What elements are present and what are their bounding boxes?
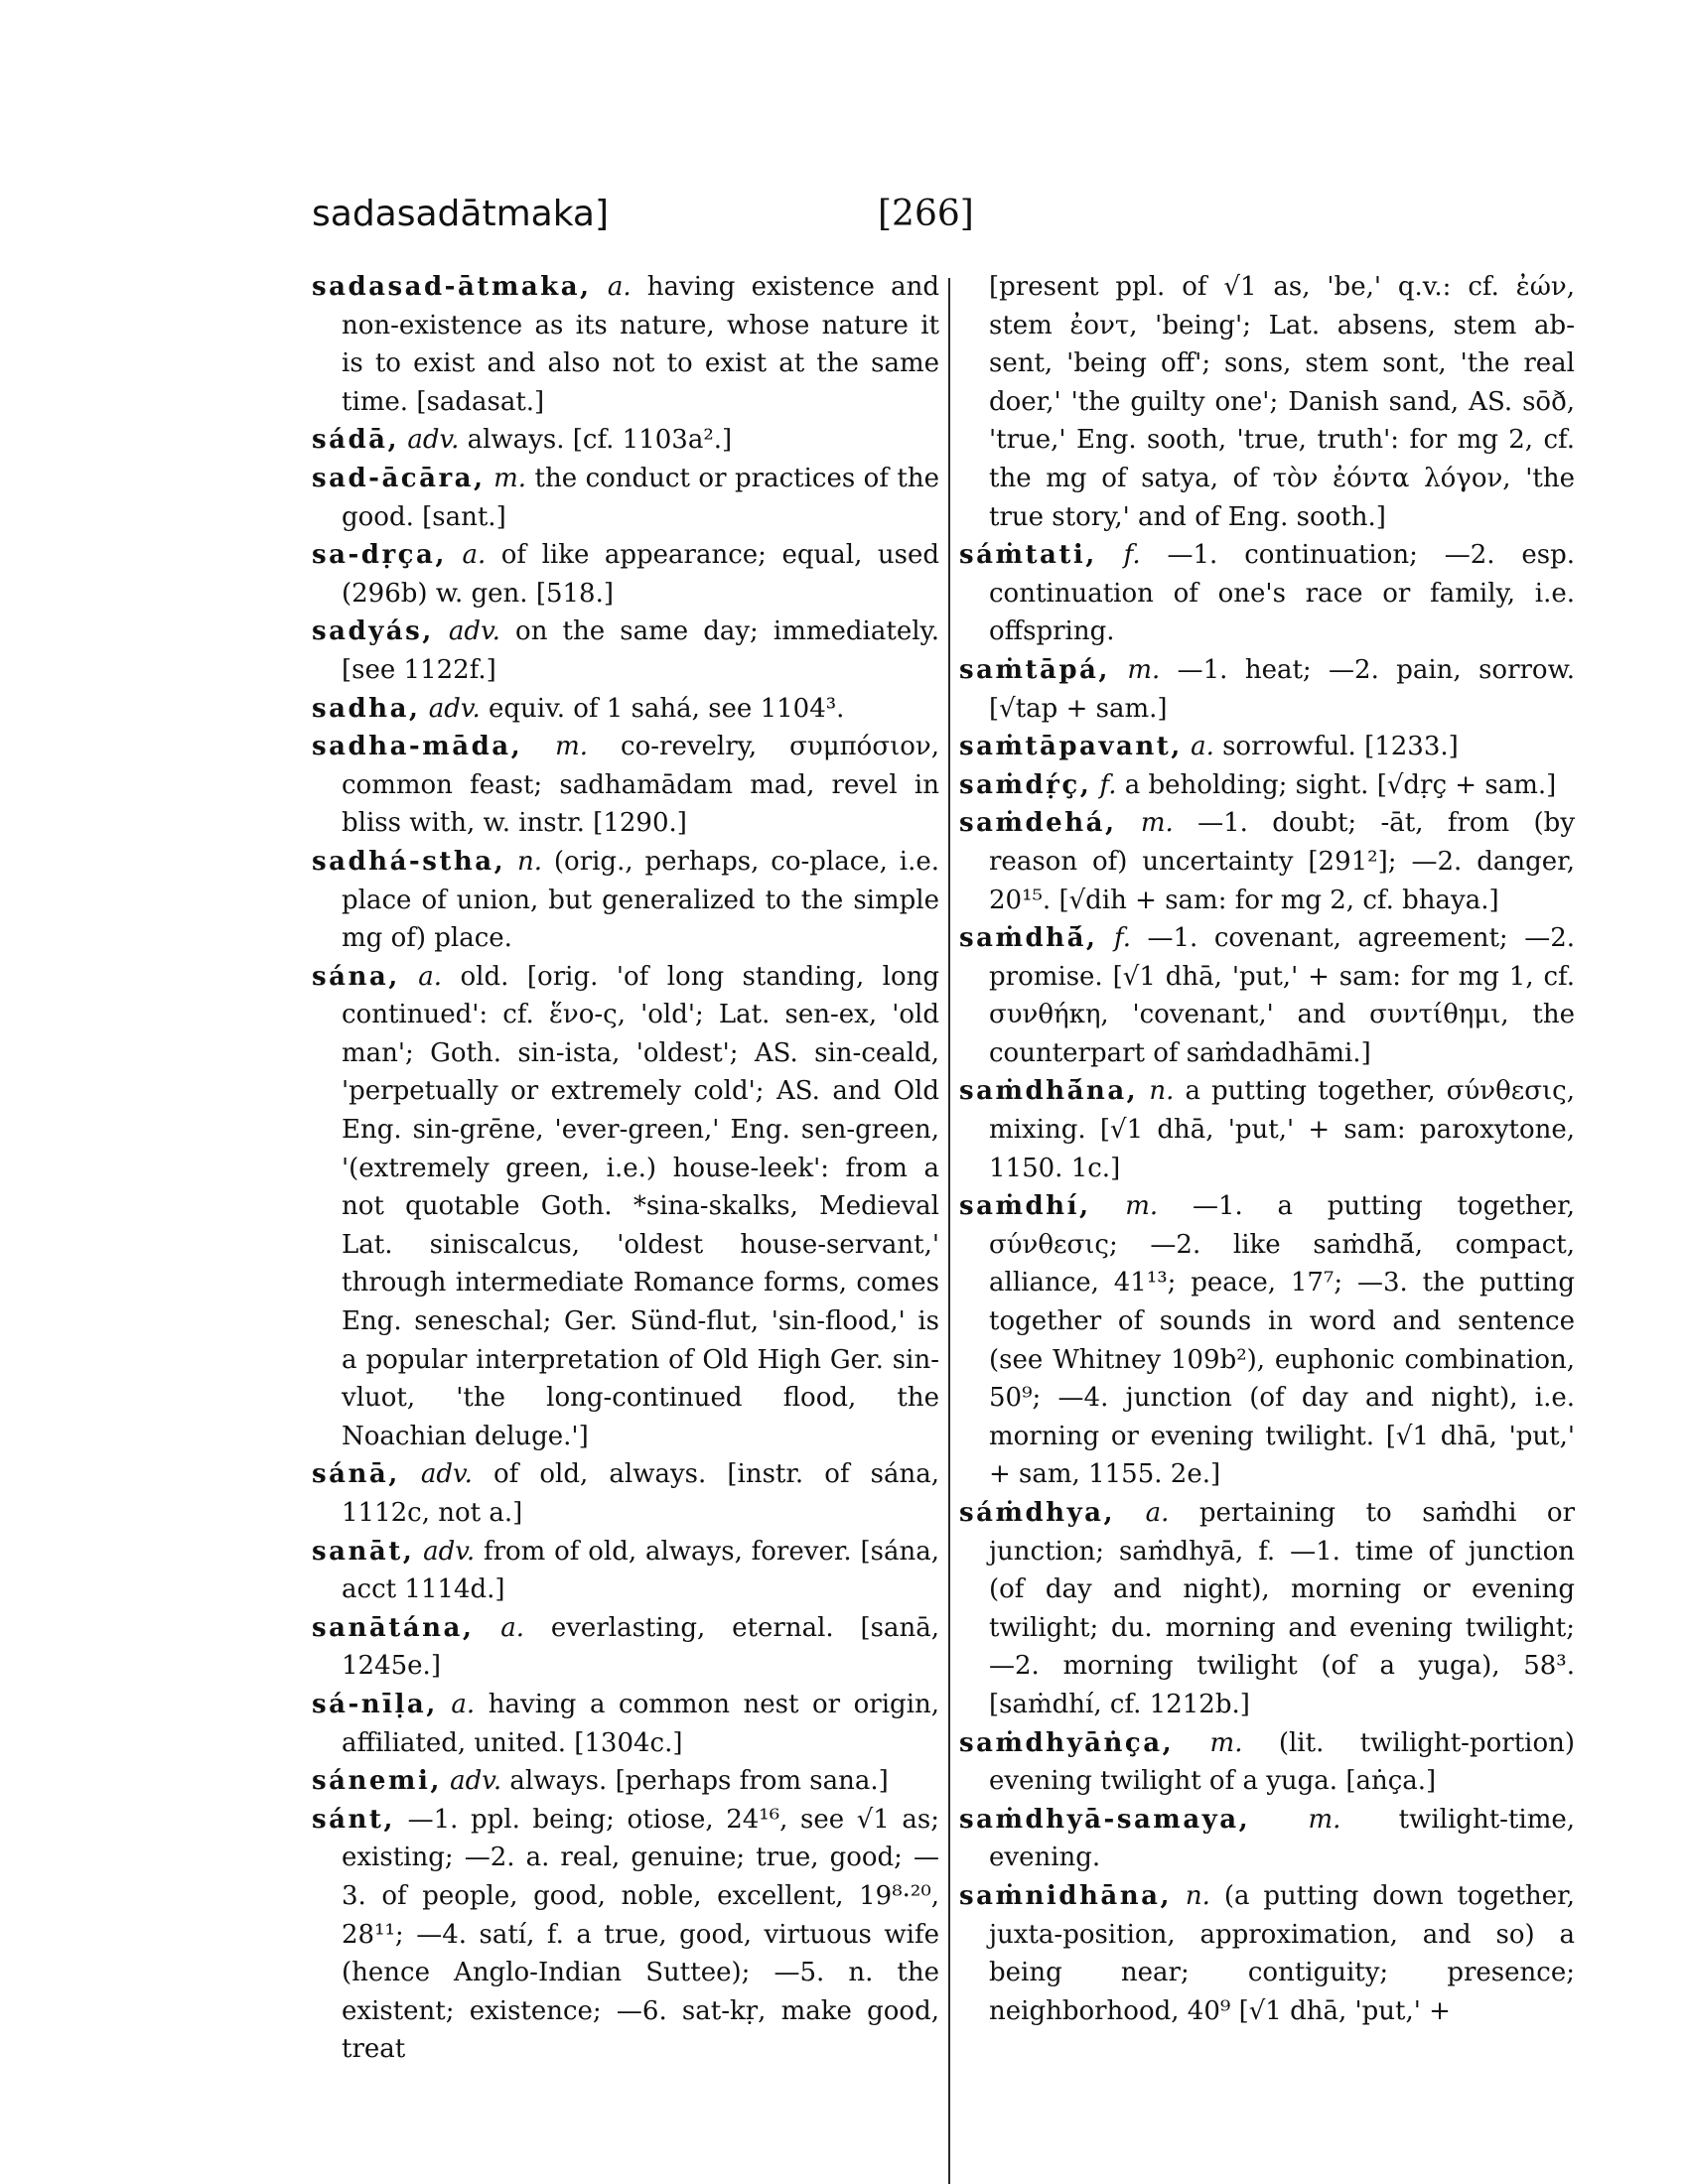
entry-etymology: [sadasat.]: [416, 386, 545, 417]
dictionary-entry: [959, 766, 1575, 805]
entry-definition: having existence and non-existence as its nature, whose nature it is to exist and also not to exist at the same time.: [342, 272, 939, 417]
entry-grammar: m.: [1140, 808, 1174, 839]
entry-etymology: [√dih + sam: for mg 2, cf. bhaya.]: [1058, 885, 1499, 915]
dictionary-entry: [959, 919, 1575, 1072]
entry-lemma: saṁtāpavant,: [959, 732, 1183, 762]
entry-etymology: [perhaps from sana.]: [615, 1766, 889, 1797]
entry-etymology: [aṅça.]: [1345, 1766, 1437, 1797]
dictionary-entry: [959, 651, 1575, 728]
dictionary-entry: [312, 613, 939, 689]
entry-definition: everlasting, eternal.: [550, 1612, 834, 1643]
entry-definition: —1. doubt; -āt, from (by reason of) uncertainty [291²]; —2. danger, 20¹⁵.: [989, 808, 1576, 915]
entry-definition: having a common nest or origin, affiliated, united.: [342, 1689, 940, 1758]
entry-grammar: f.: [1114, 923, 1131, 954]
dictionary-entry: [312, 728, 939, 843]
entry-etymology: [sána, acct 1114d.]: [342, 1536, 939, 1605]
entry-etymology: [1304c.]: [574, 1727, 683, 1758]
entry-definition: twilight-time, evening.: [989, 1804, 1575, 1873]
entry-grammar: adv.: [420, 1459, 473, 1490]
entry-etymology: [√1 dhā, 'put,' +: [1238, 1995, 1451, 2026]
entry-grammar: adv.: [428, 693, 481, 724]
entry-definition: sorrowful.: [1222, 732, 1356, 762]
entry-definition: of like appearance; equal, used (296b) w. gen.: [342, 540, 940, 609]
entry-grammar: n.: [517, 846, 543, 877]
entry-lemma: saṁdṛ́ç,: [959, 769, 1092, 800]
entry-etymology: [√1 dhā, 'put,' + sam, 1155. 2e.]: [989, 1421, 1575, 1490]
entry-etymology: [√1 dhā, 'put,' + sam: paroxytone, 1150. 1c.]: [989, 1115, 1576, 1183]
dictionary-entry: [959, 1072, 1575, 1187]
dictionary-entry: [312, 460, 939, 536]
entry-grammar: adv.: [423, 1536, 476, 1567]
entry-grammar: a.: [462, 540, 487, 571]
entry-grammar: m.: [1209, 1727, 1243, 1758]
entry-grammar: a.: [607, 272, 632, 302]
entry-definition: a putting together, σύνθεσις, mixing.: [989, 1076, 1575, 1146]
right-column: [959, 268, 1575, 2030]
entry-lemma: saṁtāpá,: [959, 654, 1110, 685]
dictionary-entry: [312, 1455, 939, 1532]
entry-etymology: [instr. of sána, 1112c, not a.]: [342, 1459, 940, 1528]
dictionary-entry: [959, 1494, 1575, 1724]
entry-grammar: a.: [451, 1689, 476, 1719]
entry-etymology: [saṁdhí, cf. 1212b.]: [989, 1689, 1250, 1719]
entry-etymology: [sant.]: [422, 501, 506, 532]
dictionary-entry: [959, 804, 1575, 919]
dictionary-entry: [312, 958, 939, 1456]
entry-definition: (orig., perhaps, co-place, i.e. place of union, but generalized to the simple mg of) place.: [342, 846, 940, 954]
entry-grammar: adv.: [448, 616, 500, 647]
entry-lemma: sanātána,: [312, 1612, 475, 1643]
entry-lemma: saṁnidhāna,: [959, 1880, 1173, 1911]
dictionary-entry: [312, 1609, 939, 1686]
entry-lemma: sáṁtati,: [959, 540, 1097, 571]
entry-lemma: sá-nīḷa,: [312, 1689, 438, 1719]
entry-grammar: m.: [1127, 654, 1161, 685]
entry-grammar: adv.: [450, 1766, 502, 1797]
entry-lemma: saṁdhā́,: [959, 923, 1098, 954]
dictionary-entry: [312, 536, 939, 613]
entry-lemma: sáṁdhya,: [959, 1498, 1116, 1528]
dictionary-entry: [312, 1801, 939, 2069]
entry-lemma: sadha,: [312, 693, 421, 724]
entry-lemma: saṁdehá,: [959, 808, 1117, 839]
entry-grammar: m.: [1308, 1804, 1341, 1835]
entry-grammar: adv.: [407, 425, 460, 456]
entry-etymology: [see 1122f.]: [342, 654, 496, 685]
entry-definition: (lit. twilight-portion) evening twilight of a yuga.: [989, 1727, 1576, 1797]
dictionary-entry: [312, 843, 939, 958]
entry-etymology: [cf. 1103a².]: [572, 425, 733, 456]
dictionary-entry: [312, 1533, 939, 1609]
entry-grammar: a.: [1145, 1498, 1170, 1528]
entry-definition: co-revelry, συμπόσιον, common feast; sadhamādam mad, revel in bliss with, w. instr.: [342, 732, 940, 839]
entry-grammar: n.: [1185, 1880, 1210, 1911]
entry-etymology: [√dṛç + sam.]: [1376, 769, 1557, 800]
entry-etymology: [orig. 'of long standing, long continued': cf. ἕνο-ς, 'old'; Lat. sen-ex, 'old man'; Goth. sin-ista, 'oldest'; AS. sin-ceald, 'perpetually or extremely cold'; AS. and Old Eng. sin-grēne, 'ever-green,' Eng. sen-green, '(extremely green, i.e.) house-leek': from a not quotable Goth. *sina-skalks, Medieval Lat. siniscalcus, 'oldest house-servant,' through intermediate Romance forms, comes Eng. seneschal; Ger. Sünd-flut, 'sin-flood,' is a popular interpretation of Old High Ger. sin-vluot, 'the long-continued flood, the Noachian deluge.']: [342, 961, 940, 1451]
entry-lemma: saṁdhyāṅça,: [959, 1727, 1175, 1758]
entry-etymology: [518.]: [535, 578, 615, 609]
entry-lemma: sána,: [312, 961, 400, 992]
entry-grammar: f.: [1099, 769, 1117, 800]
column-divider: [948, 278, 950, 2184]
entry-definition: —1. covenant, agreement; —2. promise.: [989, 923, 1576, 992]
entry-etymology: [√tap + sam.]: [989, 693, 1168, 724]
entry-etymology: [√1 dhā, 'put,' + sam: for mg 1, cf. συνθήκη, 'covenant,' and συντίθημι, the counterpart of saṁdadhāmi.]: [989, 961, 1576, 1068]
entry-definition: a beholding; sight.: [1124, 769, 1369, 800]
entry-definition: —1. ppl. being; otiose, 24¹⁶, see √1 as; existing; —2. a. real, genuine; true, good; —3. of people, good, noble, excellent, 19⁸·²⁰, 28¹¹; —4. satí, f. a true, good, virtuous wife (hence Anglo-Indian Suttee); —5. n. the existent; existence; —6. sat-kṛ, make good, treat: [342, 1804, 940, 2065]
entry-definition: —1. continuation; —2. esp. continuation of one's race or family, i.e. offspring.: [989, 540, 1576, 647]
entry-definition: old.: [460, 961, 509, 992]
entry-definition: of old, always.: [493, 1459, 707, 1490]
entry-lemma: saṁdhā́na,: [959, 1076, 1139, 1107]
entry-definition: always.: [467, 425, 565, 456]
entry-grammar: m.: [1125, 1191, 1159, 1222]
entry-lemma: sanāt,: [312, 1536, 415, 1567]
entry-grammar: m.: [555, 732, 589, 762]
entry-etymology: [sanā, 1245e.]: [342, 1612, 939, 1682]
entry-lemma: sadasad-ātmaka,: [312, 272, 592, 302]
entry-definition: equiv. of 1 sahá, see 1104³.: [489, 693, 845, 724]
dictionary-entry: [959, 1724, 1575, 1801]
page-number: [266]: [878, 194, 974, 234]
entry-definition: always.: [509, 1766, 608, 1797]
entry-grammar: m.: [493, 463, 526, 493]
left-column: [312, 268, 939, 2069]
dictionary-entry: [959, 1877, 1575, 2030]
entry-grammar: a.: [1191, 732, 1214, 762]
dictionary-entry: [959, 536, 1575, 651]
entry-lemma: sánemi,: [312, 1766, 442, 1797]
entry-definition: —1. heat; —2. pain, sorrow.: [1177, 654, 1576, 685]
entry-definition: —1. a putting together, σύνθεσις; —2. like saṁdhā́, compact, alliance, 41¹³; peace, 17⁷; —3. the putting together of sounds in word and sentence (see Whitney 109b²), euphonic combination, 50⁹; —4. junction (of day and night), i.e. morning or evening twilight.: [989, 1191, 1576, 1451]
entry-lemma: sánā,: [312, 1459, 400, 1490]
entry-etymology: [1233.]: [1364, 732, 1459, 762]
entry-definition: on the same day; immediately.: [515, 616, 940, 647]
entry-lemma: sádā,: [312, 425, 400, 456]
entry-grammar: a.: [418, 961, 443, 992]
entry-lemma: sadyás,: [312, 616, 434, 647]
entry-lemma: sadhá-stha,: [312, 846, 506, 877]
entry-grammar: a.: [500, 1612, 525, 1643]
entry-definition: (a putting down together, juxta-position, approximation, and so) a being near; contiguity; presence; neighborhood, 40⁹: [989, 1880, 1576, 2026]
entry-lemma: saṁdhí,: [959, 1191, 1091, 1222]
entry-etymology: [1290.]: [593, 808, 687, 839]
dictionary-entry: [959, 728, 1575, 766]
dictionary-entry: [959, 1187, 1575, 1494]
running-head: sadasadātmaka]: [312, 194, 610, 234]
page-header: [312, 194, 975, 243]
entry-definition: pertaining to saṁdhi or junction; saṁdhyā, f. —1. time of junction (of day and night), morning or evening twilight; du. morning and evening twilight; —2. morning twilight (of a yuga), 58³.: [989, 1498, 1575, 1682]
entry-lemma: sa-dṛça,: [312, 540, 447, 571]
entry-definition: the conduct or practices of the good.: [342, 463, 940, 532]
entry-lemma: sad-ācāra,: [312, 463, 486, 493]
dictionary-entry: [959, 1801, 1575, 1877]
entry-continuation: [present ppl. of √1 as, 'be,' q.v.: cf. ἐών, stem ἐοντ, 'being'; Lat. absens, stem ab-sent, 'being off'; sons, stem sont, 'the real doer,' 'the guilty one'; Danish sand, AS. sōð, 'true,' Eng. sooth, 'true, truth': for mg 2, cf. the mg of satya, of τὸν ἐόντα λόγον, 'the true story,' and of Eng. sooth.]: [989, 272, 1575, 532]
entry-grammar: f.: [1123, 540, 1141, 571]
dictionary-entry: [312, 421, 939, 460]
entry-lemma: sánt,: [312, 1804, 395, 1835]
dictionary-entry: [312, 268, 939, 421]
dictionary-entry: [312, 1762, 939, 1801]
entry-lemma: saṁdhyā-samaya,: [959, 1804, 1251, 1835]
dictionary-entry: [312, 690, 939, 729]
entry-definition: from of old, always, forever.: [483, 1536, 852, 1567]
entry-grammar: n.: [1149, 1076, 1175, 1107]
entry-lemma: sadha-māda,: [312, 732, 523, 762]
dictionary-entry: [312, 1686, 939, 1762]
